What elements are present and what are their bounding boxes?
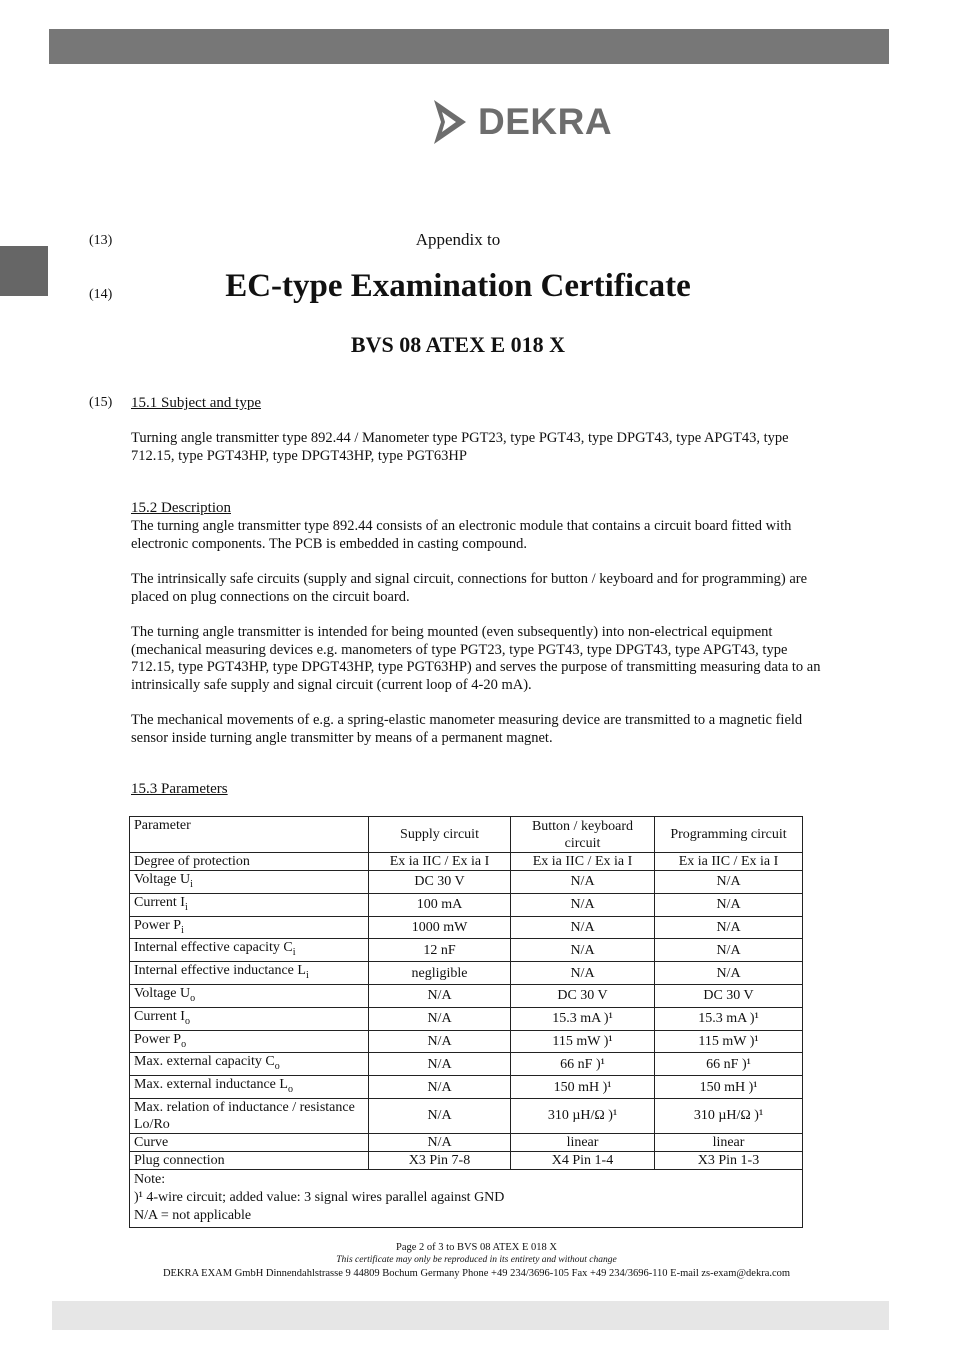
supply-cell — [369, 984, 511, 1007]
supply-cell-text: N/A — [427, 1108, 452, 1124]
param-subscript: o — [184, 1015, 190, 1027]
param-cell — [130, 893, 369, 916]
param-cell-text: Power P — [134, 917, 182, 933]
top-gray-bar — [49, 29, 889, 64]
description-text-4: The mechanical movements of e.g. a spring-elastic manometer measuring device are transmitted to a magnetic field sensor inside turning angle transmitter by means of a permanent magnet. — [131, 712, 803, 746]
programming-cell — [655, 962, 803, 985]
supply-cell — [369, 1053, 511, 1076]
table-note-cell — [130, 1169, 803, 1227]
supply-cell — [369, 871, 511, 894]
button-cell — [511, 1133, 655, 1151]
button-cell — [511, 1098, 655, 1133]
button-cell — [511, 1076, 655, 1099]
param-cell — [130, 1098, 369, 1133]
button-cell-text: Ex ia IIC / Ex ia I — [532, 854, 633, 869]
button-cell — [511, 1007, 655, 1030]
supply-cell — [369, 1133, 511, 1151]
programming-cell-text: 310 µH/Ω )¹ — [693, 1108, 764, 1124]
col-header-programming: Programming circuit — [655, 817, 803, 853]
heading-15-1: 15.1 Subject and type — [131, 395, 261, 411]
programming-cell — [655, 1007, 803, 1030]
description-paragraph-2 — [131, 571, 831, 606]
supply-cell-text: X3 Pin 7-8 — [408, 1152, 471, 1168]
certificate-number: BVS 08 ATEX E 018 X — [350, 332, 566, 357]
footer-reproduction-note: This certificate may only be reproduced in its entirety and without change — [336, 1255, 617, 1265]
supply-cell-text: N/A — [427, 1134, 452, 1150]
button-cell-text: 150 mH )¹ — [553, 1079, 612, 1095]
button-cell-text: 115 mW )¹ — [552, 1033, 613, 1049]
param-cell — [130, 871, 369, 894]
param-cell-text: Current I — [134, 1008, 185, 1024]
programming-cell — [655, 1098, 803, 1133]
supply-cell — [369, 1098, 511, 1133]
supply-cell-text: N/A — [427, 1033, 452, 1049]
param-cell — [130, 1030, 369, 1053]
bottom-gray-bar — [52, 1301, 889, 1330]
button-cell-text: N/A — [570, 874, 595, 890]
programming-cell — [655, 1030, 803, 1053]
programming-cell — [655, 939, 803, 962]
supply-cell-text: Ex ia IIC / Ex ia I — [389, 854, 490, 869]
supply-cell-text: 12 nF — [423, 942, 456, 958]
supply-cell-text: N/A — [427, 1011, 452, 1027]
param-subscript: i — [190, 878, 193, 890]
param-subscript: o — [190, 992, 196, 1004]
supply-cell — [369, 916, 511, 939]
logo-text: DEKRA — [478, 101, 613, 142]
programming-cell-text: N/A — [716, 874, 741, 890]
description-text-3: The turning angle transmitter is intended for being mounted (even subsequently) into non-electrical equipment (mechanical measuring devices e.g. manometers of type PGT23, type PGT43, type DPGT43, type APGT43, type 712.15, type PGT43HP, type DPGT43HP, type PGT63HP) and serves the purpose of transmitting measuring data to an intrinsically safe supply and signal circuit (current loop of 4-20 mA). — [131, 624, 821, 693]
button-cell-text: 15.3 mA )¹ — [552, 1011, 613, 1027]
programming-cell — [655, 853, 803, 871]
table-row — [130, 1098, 803, 1133]
programming-cell — [655, 916, 803, 939]
supply-cell — [369, 962, 511, 985]
subject-type-text — [131, 430, 831, 465]
table-row — [130, 939, 803, 962]
heading-15-2: 15.2 Description — [131, 500, 231, 516]
parameters-table — [129, 816, 803, 1228]
param-cell-text: Curve — [134, 1134, 169, 1150]
table-note-row — [130, 1169, 803, 1227]
button-cell — [511, 916, 655, 939]
table-row — [130, 916, 803, 939]
param-subscript: o — [181, 1038, 187, 1050]
param-subscript: i — [181, 924, 184, 936]
param-cell-text: Power P — [134, 1031, 182, 1047]
supply-cell — [369, 893, 511, 916]
param-cell — [130, 1151, 369, 1169]
description-paragraph-1 — [131, 518, 831, 553]
table-row — [130, 962, 803, 985]
col-header-button: Button / keyboard circuit — [511, 817, 655, 853]
programming-cell — [655, 871, 803, 894]
supply-cell — [369, 939, 511, 962]
footer-page-info: Page 2 of 3 to BVS 08 ATEX E 018 X — [396, 1242, 557, 1253]
button-cell-text: 66 nF )¹ — [560, 1056, 605, 1072]
programming-cell-text: N/A — [716, 965, 741, 981]
supply-cell-text: N/A — [427, 1079, 452, 1095]
supply-cell — [369, 1007, 511, 1030]
param-cell — [130, 1007, 369, 1030]
button-cell-text: X4 Pin 1-4 — [551, 1152, 614, 1168]
supply-cell — [369, 853, 511, 871]
button-cell-text: N/A — [570, 965, 595, 981]
table-row — [130, 1030, 803, 1053]
programming-cell — [655, 984, 803, 1007]
table-row — [130, 853, 803, 871]
programming-cell-text: 66 nF )¹ — [706, 1056, 751, 1072]
param-cell-text: Max. external capacity C — [134, 1054, 275, 1070]
programming-cell — [655, 1151, 803, 1169]
footer-address: DEKRA EXAM GmbH Dinnendahlstrasse 9 44809 Bochum Germany Phone +49 234/3696-105 Fax +49 234/3696-110 E-mail zs-exam@dekra.com — [162, 1268, 791, 1279]
param-cell-text: Internal effective inductance L — [134, 963, 306, 979]
section-number-13: (13) — [89, 233, 113, 248]
description-text-1: The turning angle transmitter type 892.44 consists of an electronic module that contains a circuit board fitted with electronic components. The PCB is embedded in casting compound. — [131, 518, 792, 552]
param-cell — [130, 916, 369, 939]
supply-cell — [369, 1076, 511, 1099]
table-row — [130, 1007, 803, 1030]
button-cell — [511, 984, 655, 1007]
param-cell — [130, 984, 369, 1007]
supply-cell-text: N/A — [427, 988, 452, 1004]
button-cell-text: N/A — [570, 942, 595, 958]
param-cell-text: Voltage U — [134, 985, 191, 1001]
note-footnote: )¹ 4-wire circuit; added value: 3 signal wires parallel against GND — [134, 1189, 505, 1205]
certificate-title: EC-type Examination Certificate — [225, 268, 691, 304]
programming-cell — [655, 1053, 803, 1076]
table-body — [130, 853, 803, 1170]
button-cell-text: linear — [566, 1134, 599, 1150]
supply-cell-text: DC 30 V — [414, 874, 465, 890]
supply-cell-text: negligible — [411, 965, 468, 981]
param-subscript: i — [292, 947, 296, 959]
note-label: Note: — [134, 1171, 166, 1187]
param-subscript: i — [305, 969, 309, 981]
programming-cell — [655, 1076, 803, 1099]
button-cell — [511, 1030, 655, 1053]
param-cell — [130, 962, 369, 985]
col-header-parameter: Parameter — [130, 817, 369, 853]
param-cell-text: Internal effective capacity C — [134, 940, 293, 956]
button-cell — [511, 939, 655, 962]
programming-cell-text: 150 mH )¹ — [699, 1079, 758, 1095]
button-cell — [511, 1053, 655, 1076]
programming-cell-text: N/A — [716, 919, 741, 935]
programming-cell-text: X3 Pin 1-3 — [697, 1152, 760, 1168]
programming-cell — [655, 1133, 803, 1151]
button-cell-text: 310 µH/Ω )¹ — [547, 1108, 618, 1124]
table-row — [130, 871, 803, 894]
section-number-15: (15) — [89, 395, 113, 410]
param-subscript: o — [287, 1083, 293, 1095]
param-subscript: o — [274, 1061, 280, 1073]
param-cell — [130, 1133, 369, 1151]
param-cell-text: Degree of protection — [134, 854, 250, 869]
param-cell-text: Current I — [134, 894, 185, 910]
button-cell — [511, 871, 655, 894]
programming-cell-text: linear — [712, 1134, 745, 1150]
description-paragraph-4 — [131, 712, 831, 747]
button-cell — [511, 853, 655, 871]
button-cell — [511, 1151, 655, 1169]
button-cell-text: DC 30 V — [557, 988, 608, 1004]
description-paragraph-3 — [131, 624, 831, 694]
dekra-logo-icon — [432, 98, 468, 146]
table-header-row — [130, 817, 803, 853]
note-na: N/A = not applicable — [134, 1207, 252, 1223]
param-cell — [130, 939, 369, 962]
appendix-label: Appendix to — [415, 230, 501, 249]
param-cell-text: Voltage U — [134, 872, 191, 887]
subject-type-paragraph: Turning angle transmitter type 892.44 / Manometer type PGT23, type PGT43, type DPGT43, type APGT43, type 712.15, type PGT43HP, type DPGT43HP, type PGT63HP — [131, 430, 789, 464]
table-row — [130, 893, 803, 916]
button-cell — [511, 893, 655, 916]
param-cell — [130, 853, 369, 871]
programming-cell-text: Ex ia IIC / Ex ia I — [678, 854, 779, 869]
button-cell-text: N/A — [570, 897, 595, 913]
programming-cell — [655, 893, 803, 916]
button-cell-text: N/A — [570, 919, 595, 935]
programming-cell-text: 15.3 mA )¹ — [698, 1011, 759, 1027]
programming-cell-text: N/A — [716, 897, 741, 913]
supply-cell-text: N/A — [427, 1056, 452, 1072]
param-cell-text: Max. relation of inductance / resistance Lo/Ro — [134, 1099, 355, 1132]
param-cell — [130, 1053, 369, 1076]
param-cell-text: Max. external inductance L — [134, 1077, 288, 1093]
supply-cell — [369, 1151, 511, 1169]
table-row — [130, 1151, 803, 1169]
supply-cell — [369, 1030, 511, 1053]
param-cell — [130, 1076, 369, 1099]
description-text-2: The intrinsically safe circuits (supply and signal circuit, connections for button / keyboard and for programming) are placed on plug connections on the circuit board. — [131, 571, 808, 605]
button-cell — [511, 962, 655, 985]
table-row — [130, 1133, 803, 1151]
programming-cell-text: 115 mW )¹ — [698, 1033, 759, 1049]
dekra-logo — [432, 96, 612, 148]
supply-cell-text: 100 mA — [416, 897, 463, 913]
section-number-14: (14) — [89, 287, 113, 302]
supply-cell-text: 1000 mW — [411, 919, 468, 935]
table-row — [130, 984, 803, 1007]
programming-cell-text: DC 30 V — [703, 988, 754, 1004]
col-header-supply: Supply circuit — [369, 817, 511, 853]
param-cell-text: Plug connection — [134, 1152, 225, 1168]
table-row — [130, 1076, 803, 1099]
heading-15-3: 15.3 Parameters — [131, 781, 228, 797]
table-row — [130, 1053, 803, 1076]
param-subscript: i — [184, 901, 188, 913]
programming-cell-text: N/A — [716, 942, 741, 958]
